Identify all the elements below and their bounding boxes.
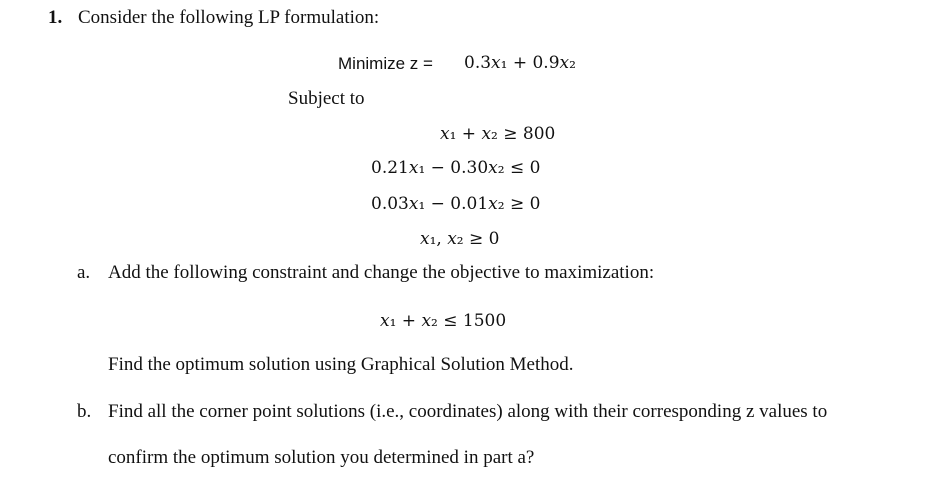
- part-a-label: a.: [77, 262, 91, 283]
- part-a-instruction: Find the optimum solution using Graphical Solution Method.: [108, 354, 574, 375]
- objective-expression: 0.3𝑥₁ + 0.9𝑥₂: [464, 53, 576, 73]
- objective-label: Minimize z =: [338, 54, 433, 73]
- constraint-3: 0.03𝑥₁ − 0.01𝑥₂ ≥ 0: [371, 194, 541, 214]
- constraint-nonnegativity: 𝑥₁, 𝑥₂ ≥ 0: [420, 229, 500, 249]
- part-b-text-line2: confirm the optimum solution you determined in part a?: [108, 447, 535, 468]
- subject-to-label: Subject to: [288, 88, 365, 109]
- problem-number: 1.: [48, 7, 63, 28]
- problem-intro: Consider the following LP formulation:: [78, 7, 380, 28]
- constraint-2: 0.21𝑥₁ − 0.30𝑥₂ ≤ 0: [371, 158, 541, 178]
- part-b-label: b.: [77, 401, 92, 422]
- part-a-text: Add the following constraint and change the objective to maximization:: [108, 262, 655, 283]
- part-b-text-line1: Find all the corner point solutions (i.e., coordinates) along with their corresponding z values to: [108, 401, 828, 422]
- new-constraint: 𝑥₁ + 𝑥₂ ≤ 1500: [380, 311, 507, 331]
- constraint-1: 𝑥₁ + 𝑥₂ ≥ 800: [440, 124, 556, 144]
